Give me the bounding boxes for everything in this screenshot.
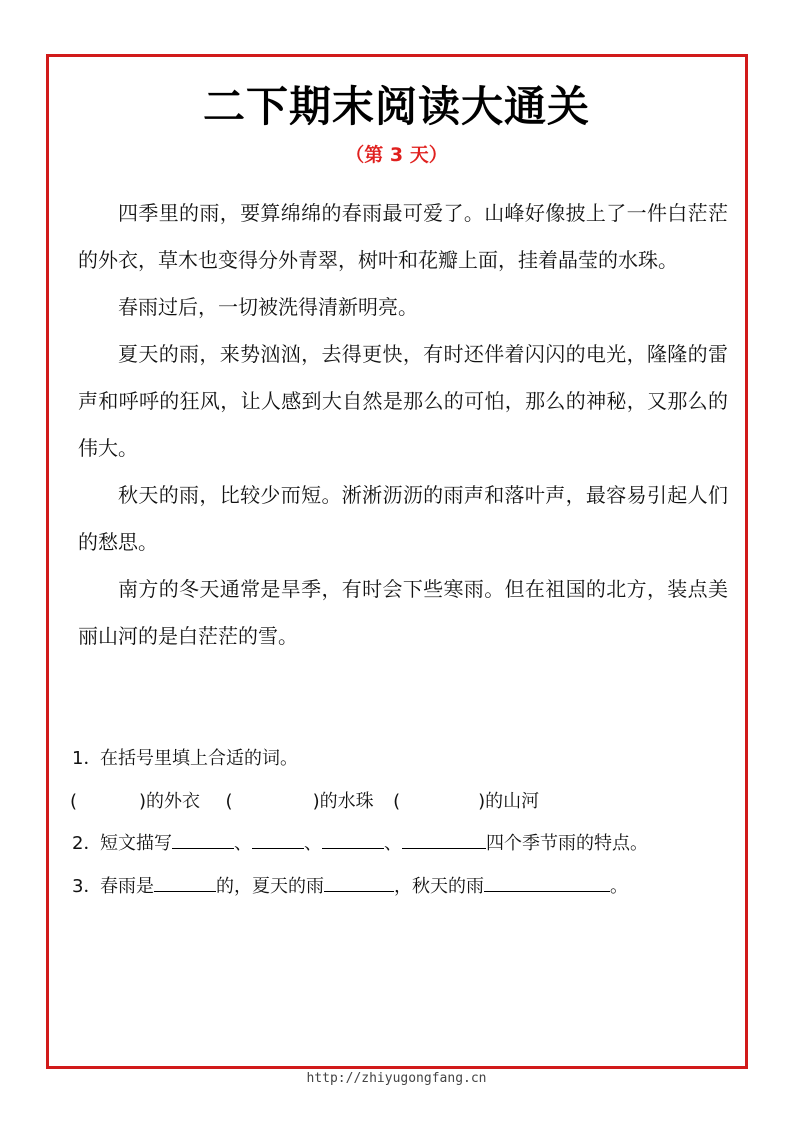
page-subtitle: （第 3 天） [345, 144, 448, 166]
separator: 、 [304, 833, 322, 854]
question-1-fill-row [70, 787, 539, 813]
question-text: 四个季节雨的特点。 [486, 833, 648, 854]
answer-blank[interactable] [252, 831, 304, 849]
question-number: 3． [72, 876, 102, 897]
page-title: 二下期末阅读大通关 [202, 82, 590, 131]
answer-blank[interactable] [172, 831, 234, 849]
question-number: 1． [72, 748, 102, 769]
question-text: 。 [610, 876, 628, 897]
paren-open: ( [70, 791, 78, 812]
question-text: 的，夏天的雨 [216, 876, 324, 897]
passage-paragraph-5: 南方的冬天通常是旱季，有时会下些寒雨。但在祖国的北方，装点美丽山河的是白茫茫的雪。 [78, 577, 728, 648]
answer-blank[interactable] [484, 874, 610, 892]
reading-passage [78, 190, 728, 660]
question-text: 春雨是 [100, 876, 154, 897]
paren-open: ( [393, 791, 401, 812]
answer-blank[interactable] [402, 831, 486, 849]
answer-blank[interactable] [322, 831, 384, 849]
question-text: 在括号里填上合适的词。 [100, 748, 298, 769]
paren-close-text: )的外衣 [139, 791, 201, 812]
paren-open: ( [225, 791, 233, 812]
passage-paragraph-1: 四季里的雨，要算绵绵的春雨最可爱了。山峰好像披上了一件白茫茫的外衣，草木也变得分外青翠，树叶和花瓣上面，挂着晶莹的水珠。 [78, 201, 728, 272]
question-3 [72, 872, 628, 898]
question-1 [72, 744, 298, 770]
passage-paragraph-2: 春雨过后，一切被洗得清新明亮。 [118, 295, 418, 319]
separator: 、 [384, 833, 402, 854]
passage-paragraph-4: 秋天的雨，比较少而短。淅淅沥沥的雨声和落叶声，最容易引起人们的愁思。 [78, 483, 728, 554]
answer-blank[interactable] [324, 874, 394, 892]
passage-paragraph-3: 夏天的雨，来势汹汹，去得更快，有时还伴着闪闪的电光，隆隆的雷声和呼呼的狂风，让人感到大自然是那么的可怕，那么的神秘，又那么的伟大。 [78, 342, 728, 460]
question-text: 短文描写 [100, 833, 172, 854]
paren-close-text: )的山河 [478, 791, 540, 812]
paren-close-text: )的水珠 [312, 791, 374, 812]
separator: 、 [234, 833, 252, 854]
answer-blank[interactable] [154, 874, 216, 892]
footer-url: http://zhiyugongfang.cn [306, 1071, 487, 1086]
question-number: 2． [72, 833, 102, 854]
question-2 [72, 829, 648, 855]
question-text: ，秋天的雨 [394, 876, 484, 897]
